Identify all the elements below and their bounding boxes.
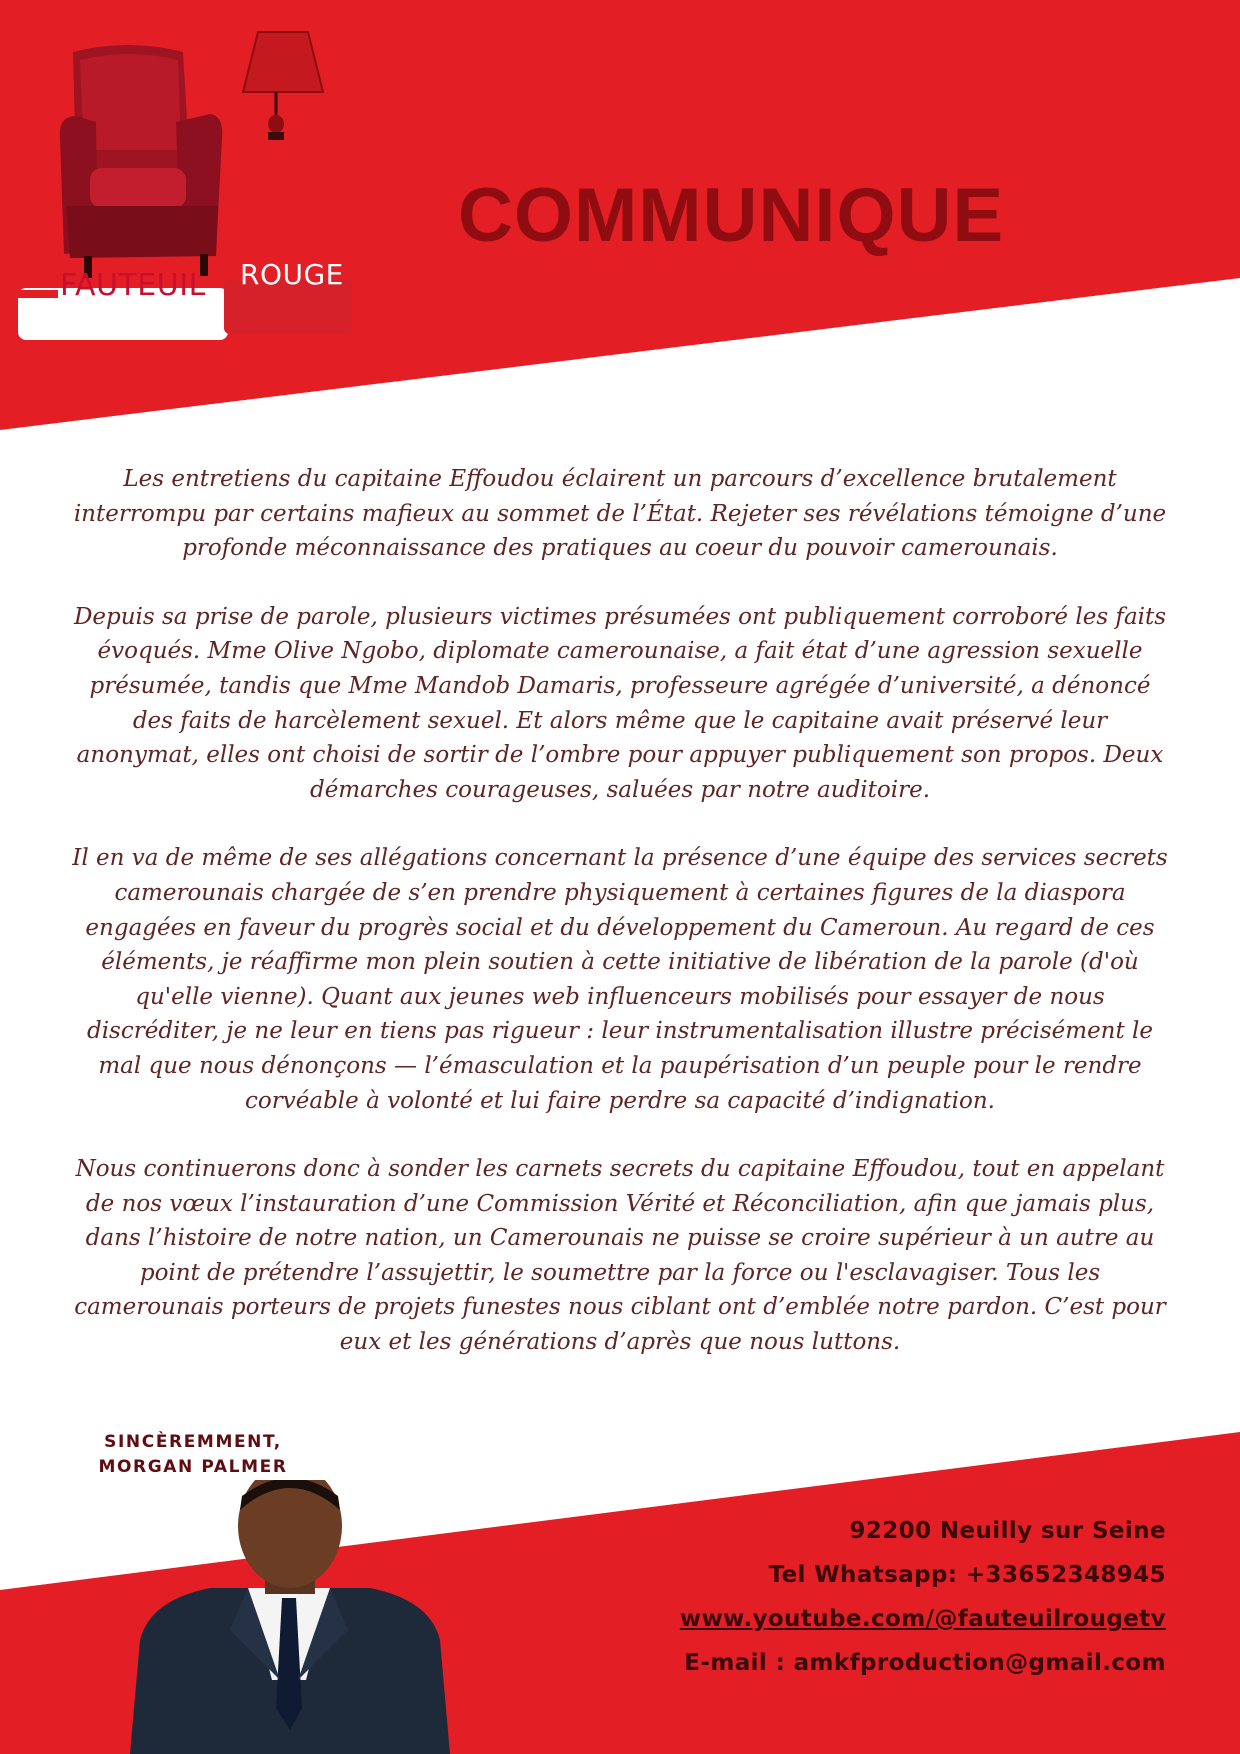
page-title: COMMUNIQUE	[458, 173, 1005, 258]
phone-text: Tel Whatsapp: +33652348945	[768, 1562, 1166, 1588]
paragraph-4: Nous continuerons donc à sonder les carnets secrets du capitaine Effoudou, tout en appelant de nos vœux l’instauration d’une Commission Vérité et Réconciliation, afin que jamais plus, dans l’histoire de notre nation, un Camerounais ne puisse se croire supérieur à un autre au point de prétendre l’assujettir, le soumettre par la force ou l'esclavagiser. Tous les camerounais porteurs de projets funestes nous ciblant ont d’emblée notre pardon. C’est pour eux et les générations d’après que nous luttons.	[74, 1156, 1166, 1356]
signature	[78, 1430, 308, 1480]
fauteuil-rouge-logo	[18, 30, 378, 360]
author-portrait	[130, 1480, 450, 1754]
logo-word-fauteuil: FAUTEUIL	[60, 268, 206, 303]
signature-name: MORGAN PALMER	[98, 1457, 288, 1477]
youtube-link[interactable]: www.youtube.com/@fauteuilrougetv	[679, 1606, 1166, 1632]
address-text: 92200 Neuilly sur Seine	[849, 1518, 1166, 1544]
logo-word-rouge: ROUGE	[240, 258, 344, 291]
signature-closing: SINCÈREMMENT,	[104, 1432, 282, 1452]
armchair-shape	[60, 45, 222, 278]
armchair-icon	[18, 30, 378, 360]
paragraph-1: Les entretiens du capitaine Effoudou éclairent un parcours d’excellence brutalement interrompu par certains mafieux au sommet de l’État. Rejeter ses révélations témoigne d’une profonde méconnaissance des pratiques au coeur du pouvoir camerounais.	[73, 466, 1167, 562]
communique-body	[70, 462, 1170, 1394]
paragraph-3: Il en va de même de ses allégations concernant la présence d’une équipe des services secrets camerounais chargée de s’en prendre physiquement à certaines figures de la diaspora engagées en faveur du progrès social et du développement du Cameroun. Au regard de ces éléments, je réaffirme mon plein soutien à cette initiative de libération de la parole (d'où qu'elle vienne). Quant aux jeunes web influenceurs mobilisés pour essayer de nous discréditer, je ne leur en tiens pas rigueur : leur instrumentalisation illustre précisément le mal que nous dénonçons — l’émasculation et la paupérisation d’un peuple pour le rendre corvéable à volonté et lui faire perdre sa capacité d’indignation.	[72, 845, 1168, 1114]
lamp-icon	[243, 32, 323, 140]
paragraph-2: Depuis sa prise de parole, plusieurs victimes présumées ont publiquement corroboré les faits évoqués. Mme Olive Ngobo, diplomate camerounaise, a fait état d’une agression sexuelle présumée, tandis que Mme Mandob Damaris, professeure agrégée d’université, a dénoncé des faits de harcèlement sexuel. Et alors même que le capitaine avait préservé leur anonymat, elles ont choisi de sortir de l’ombre pour appuyer publiquement son propos. Deux démarches courageuses, saluées par notre auditoire.	[73, 603, 1167, 803]
email-text[interactable]: E-mail : amkfproduction@gmail.com	[684, 1650, 1166, 1676]
contact-block	[680, 1509, 1166, 1685]
